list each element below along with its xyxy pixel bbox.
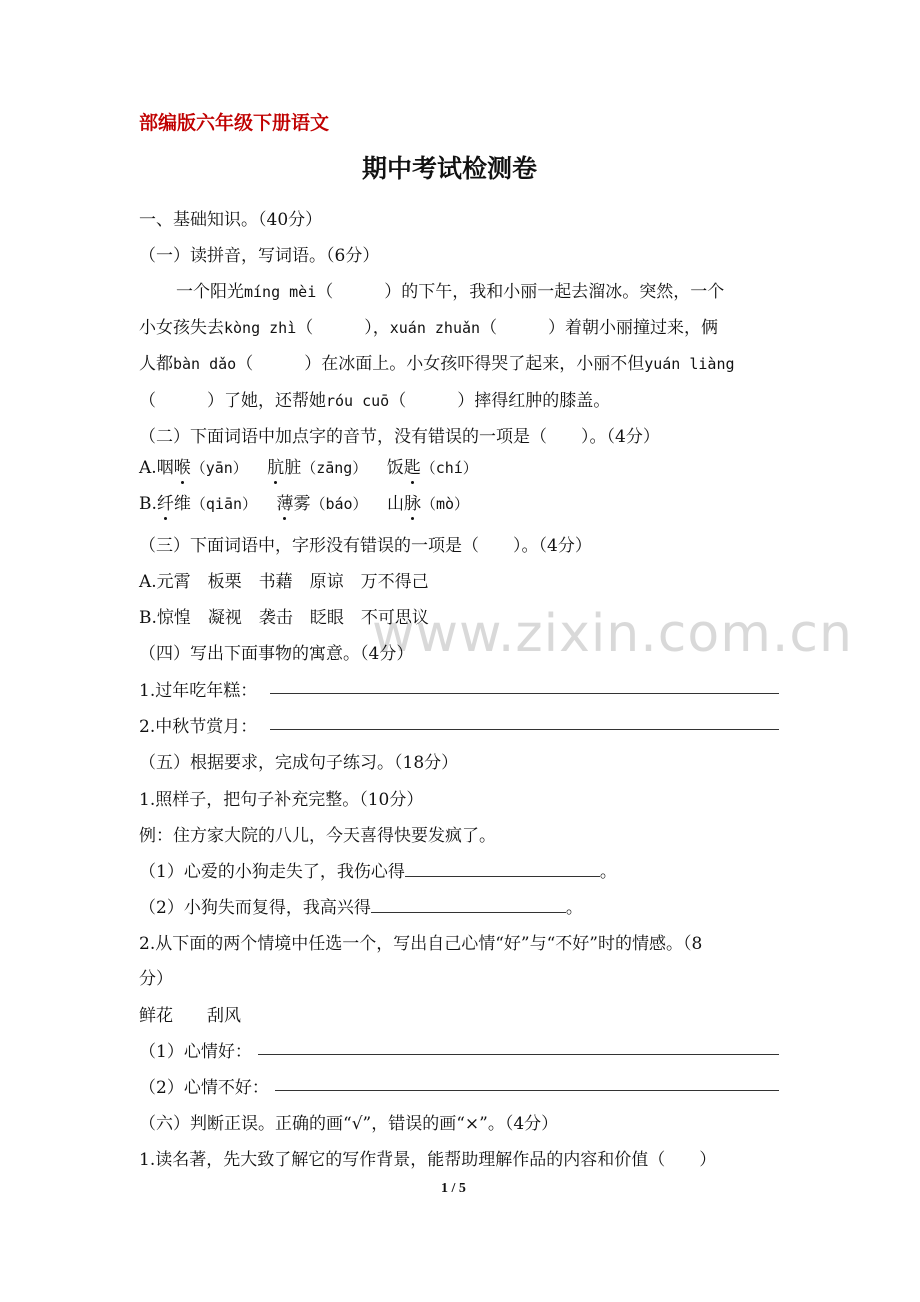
pinyin: （zāng） xyxy=(301,459,368,477)
q3-heading: （三）下面词语中，字形没有错误的一项是（ ）。（4分） xyxy=(139,536,592,556)
text: （ ）着朝小丽撞过来，俩 xyxy=(480,318,719,338)
q5-part-1: 1.照样子，把句子补充完整。（10分） xyxy=(139,790,424,810)
pinyin: （mò） xyxy=(420,495,469,513)
q4-item-1: 1.过年吃年糕： xyxy=(139,681,258,701)
q2-heading: （二）下面词语中加点字的音节，没有错误的一项是（ ）。（4分） xyxy=(139,427,660,447)
text: （ ）在冰面上。小女孩吓得哭了起来，小丽不但 xyxy=(236,354,645,374)
word-char: 脏 xyxy=(284,458,302,478)
q2-option-b xyxy=(139,489,469,514)
q2-option-a xyxy=(139,453,478,478)
text: 小女孩失去 xyxy=(139,318,224,338)
q5-part-2: 2.从下面的两个情境中任选一个，写出自己心情“好”与“不好”时的情感。（8 xyxy=(139,934,703,954)
option-prefix: B. xyxy=(139,494,157,514)
pinyin: （qiān） xyxy=(190,495,258,513)
answer-blank[interactable] xyxy=(405,862,600,877)
q5-part-2-cont: 分） xyxy=(139,969,173,989)
text: （ ）了她，还帮她 xyxy=(139,391,326,411)
word-char: 维 xyxy=(173,494,191,514)
q1-line-1 xyxy=(176,277,724,302)
dotted-char: 肮 xyxy=(267,453,284,478)
page-title: 期中考试检测卷 xyxy=(362,154,538,183)
pinyin: （yān） xyxy=(190,459,248,477)
word-char: 山 xyxy=(386,494,404,514)
q3-option-a: A.元霄 板栗 书藉 原谅 万不得己 xyxy=(139,572,429,592)
pinyin: míng mèi xyxy=(244,283,317,301)
pinyin: róu cuō xyxy=(326,392,390,410)
answer-line[interactable] xyxy=(258,1054,779,1055)
dotted-char: 脉 xyxy=(404,489,421,514)
word-char: 咽 xyxy=(156,458,174,478)
q4-heading: （四）写出下面事物的寓意。（4分） xyxy=(139,644,414,664)
pinyin: yuán liàng xyxy=(644,355,735,373)
q1-heading: （一）读拼音，写词语。（6分） xyxy=(139,246,380,266)
q1-line-4 xyxy=(139,386,610,411)
answer-line[interactable] xyxy=(270,729,779,730)
q1-line-2 xyxy=(139,313,718,338)
q4-item-2: 2.中秋节赏月： xyxy=(139,717,258,737)
pinyin: （chí） xyxy=(420,459,478,477)
q5-sentence-2 xyxy=(139,893,583,918)
text: 。 xyxy=(565,898,583,918)
text: （2）小狗失而复得，我高兴得 xyxy=(139,898,371,918)
q1-line-3 xyxy=(139,349,735,374)
text: 。 xyxy=(599,862,617,882)
text: 一个阳光 xyxy=(176,282,244,302)
q6-item-1: 1.读名著，先大致了解它的写作背景，能帮助理解作品的内容和价值（ ） xyxy=(139,1150,717,1170)
q5-sentence-1 xyxy=(139,857,617,882)
q5-bad-mood: （2）心情不好： xyxy=(139,1078,269,1098)
text: （ ）摔得红肿的膝盖。 xyxy=(389,391,611,411)
pinyin: xuán zhuǎn xyxy=(389,319,481,337)
q3-option-b: B.惊惶 凝视 袭击 眨眼 不可思议 xyxy=(139,608,429,628)
dotted-char: 纤 xyxy=(157,489,174,514)
q5-example: 例：住方家大院的八儿，今天喜得快要发疯了。 xyxy=(139,826,496,846)
q6-heading: （六）判断正误。正确的画“√”，错误的画“×”。（4分） xyxy=(139,1114,559,1134)
text: （ ）， xyxy=(296,318,390,338)
pinyin: kòng zhì xyxy=(224,319,297,337)
option-prefix: A. xyxy=(139,458,157,478)
page-number: 1 / 5 xyxy=(441,1181,466,1196)
pinyin: （báo） xyxy=(310,495,368,513)
answer-line[interactable] xyxy=(275,1090,779,1091)
word-char: 饭 xyxy=(386,458,404,478)
text: （1）心爱的小狗走失了，我伤心得 xyxy=(139,862,405,882)
series-label: 部编版六年级下册语文 xyxy=(139,112,330,134)
dotted-char: 喉 xyxy=(174,453,191,478)
section-heading: 一、基础知识。（40分） xyxy=(139,210,323,230)
pinyin: bàn dǎo xyxy=(173,355,237,373)
q5-good-mood: （1）心情好： xyxy=(139,1042,252,1062)
text: （ ）的下午，我和小丽一起去溜冰。突然，一个 xyxy=(316,282,725,302)
answer-line[interactable] xyxy=(270,693,779,694)
text: 人都 xyxy=(139,354,173,374)
dotted-char: 薄 xyxy=(276,489,293,514)
watermark: www.zixin.com.cn xyxy=(372,604,853,664)
dotted-char: 匙 xyxy=(404,453,421,478)
word-char: 雾 xyxy=(293,494,311,514)
q5-options: 鲜花 刮风 xyxy=(139,1006,241,1026)
q5-heading: （五）根据要求，完成句子练习。（18分） xyxy=(139,753,459,773)
answer-blank[interactable] xyxy=(371,898,566,913)
